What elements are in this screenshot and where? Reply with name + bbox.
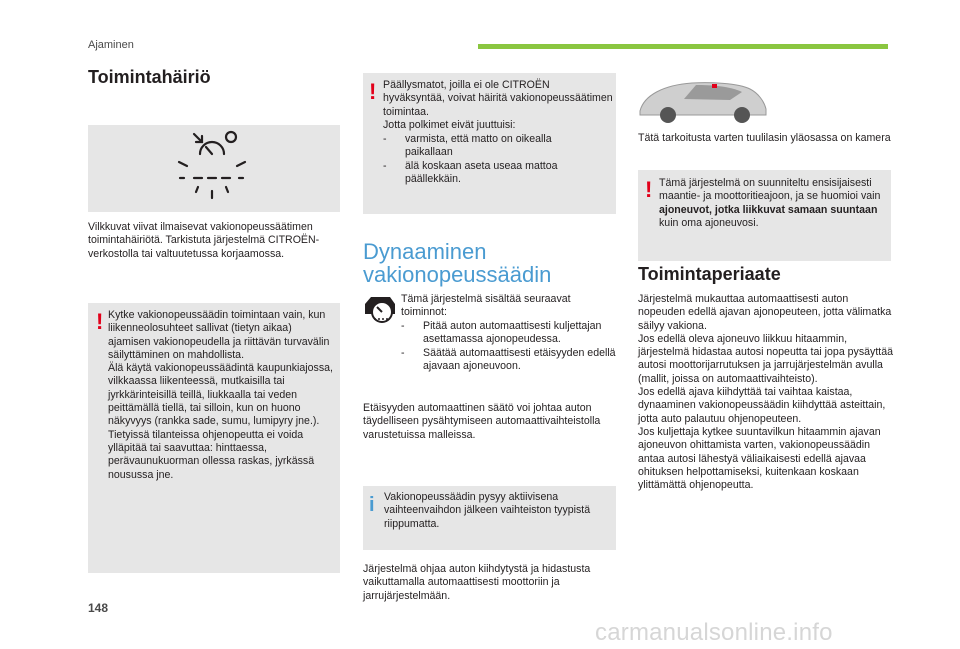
control-text: Järjestelmä ohjaa auton kiihdytystä ja hidastusta vaikuttamalla automaattisesti moottoriin ja jarrujärjestelmään. (363, 563, 591, 602)
warning-lamp-illustration (88, 125, 340, 212)
car-camera-illustration (638, 73, 891, 125)
page-number: 148 (88, 601, 109, 615)
operating-principle-text: Järjestelmä mukauttaa automaattisesti auton nopeuden edellä ajavan ajonopeuteen, jotta välimatka säilyy vakiona. Jos edellä oleva ajoneuvo liikkuu hitaammin, järjestelmä hidastaa autosi nopeutta tai jopa pysäyttää autosi moottorijarrutuksen ja jarrujärjestelmän avulla (mallit, joissa on automaattivaihteisto). Jos edellä ajava kiihdyttää tai vaihtaa kaistaa, dynaaminen vakionopeussäädin kiihdyttää asteittain, jotta auto palautuu ohjenopeuteen. Jos kuljettaja kytkee suuntavilkun hitaammin ajavan ajoneuvon ohittamista varten, vakionopeussäädin antaa autosi lähestyä väliaikaisesti edellä ajavaa ohituksen helpottamiseksi, kuitenkaan koskaan ylittämättä ohjenopeutta. (638, 293, 894, 492)
roads-warning-pre: Tämä järjestelmä on suunniteltu ensisijaisesti maantie- ja moottoritieajoon, ja se huomioi vain (659, 177, 881, 203)
car-icon (638, 73, 891, 125)
list-item: - Pitää auton automaattisesti kuljettajan asettamassa ajonopeudessa. (401, 320, 616, 347)
malfunction-title: Toimintahäiriö (88, 67, 211, 87)
warning-usage-text: Kytke vakionopeussäädin toimintaan vain, kun liikenneolosuhteet sallivat (tietyn aikaa) ajamisen vakionopeudella ja riittävän turvavälin säilyttäminen on mahdollista. Älä käytä vakionopeussäädintä kaupunkiajossa, vilkkaassa liikenteessä, mutkaisilla tai jyrkkärinteisillä teillä, liukkaalla tai veden peittämällä tiellä, tai silloin, kun on huono näkyvyys (rankka sade, sumu, lumipyry jne.). Tietyissä tilanteissa ohjenopeutta ei voida ylläpitää tai saavuttaa: hinttaessa, perävaunukuorman ollessa raskas, jyrkässä nousussa jne. (108, 309, 333, 481)
section-header-bar (478, 44, 888, 49)
info-box-gearshift (363, 486, 616, 550)
floor-mats-list (383, 133, 588, 186)
warning-icon: ! (369, 79, 377, 104)
warning-icon: ! (96, 309, 104, 334)
cruise-fault-icon (88, 125, 340, 212)
info-icon: i (369, 494, 375, 516)
warning-box-usage (88, 303, 340, 573)
warning-icon: ! (645, 177, 653, 202)
list-item: - älä koskaan aseta useaa mattoa päällekkäin. (383, 160, 588, 187)
camera-caption: Tätä tarkoitusta varten tuulilasin yläosassa on kamera (638, 132, 891, 144)
warning-box-floor-mats (363, 73, 616, 214)
distance-control-text: Etäisyyden automaattinen säätö voi johtaa auton täydelliseen pysähtymiseen automaattivaihteistolla varustetuissa malleissa. (363, 402, 601, 441)
warning-box-roads (638, 170, 891, 261)
dynamic-cruise-title-line1: Dynaaminen (363, 239, 487, 264)
roads-warning-bold: ajoneuvot, jotka liikkuvat samaan suuntaan (659, 203, 878, 216)
dynamic-cruise-control-icon (364, 294, 396, 329)
info-gearshift-text: Vakionopeussäädin pysyy aktiivisena vaihteenvaihdon jälkeen vaihteiston tyypistä riippumatta. (384, 491, 591, 530)
footer-watermark: carmanualsonline.info (595, 619, 833, 646)
list-item: - varmista, että matto on oikealla paikallaan (383, 133, 588, 160)
roads-warning-text (659, 177, 887, 230)
malfunction-description: Vilkkuvat viivat ilmaisevat vakionopeussäätimen toimintahäiriötä. Tarkistuta järjestelmä CITROËN-verkostolla tai valtuutetussa korjaamossa. (88, 221, 320, 260)
dynamic-cruise-title-line2: vakionopeussäädin (363, 262, 552, 287)
floor-mats-warning-text: Päällysmatot, joilla ei ole CITROËN hyväksyntää, voivat häiritä vakionopeussäätimen toimintaa. Jotta polkimet eivät juuttuisi: (383, 79, 613, 131)
operating-principle-title: Toimintaperiaate (638, 264, 781, 284)
list-item: - Säätää automaattisesti etäisyyden edellä ajavaan ajoneuvoon. (401, 347, 616, 374)
functions-list (401, 320, 616, 373)
dynamic-cruise-title (363, 240, 551, 286)
camera-marker-icon (712, 84, 717, 88)
section-header: Ajaminen (88, 39, 134, 51)
functions-intro: Tämä järjestelmä sisältää seuraavat toiminnot: (401, 293, 571, 319)
roads-warning-post: kuin oma ajoneuvosi. (659, 216, 759, 229)
